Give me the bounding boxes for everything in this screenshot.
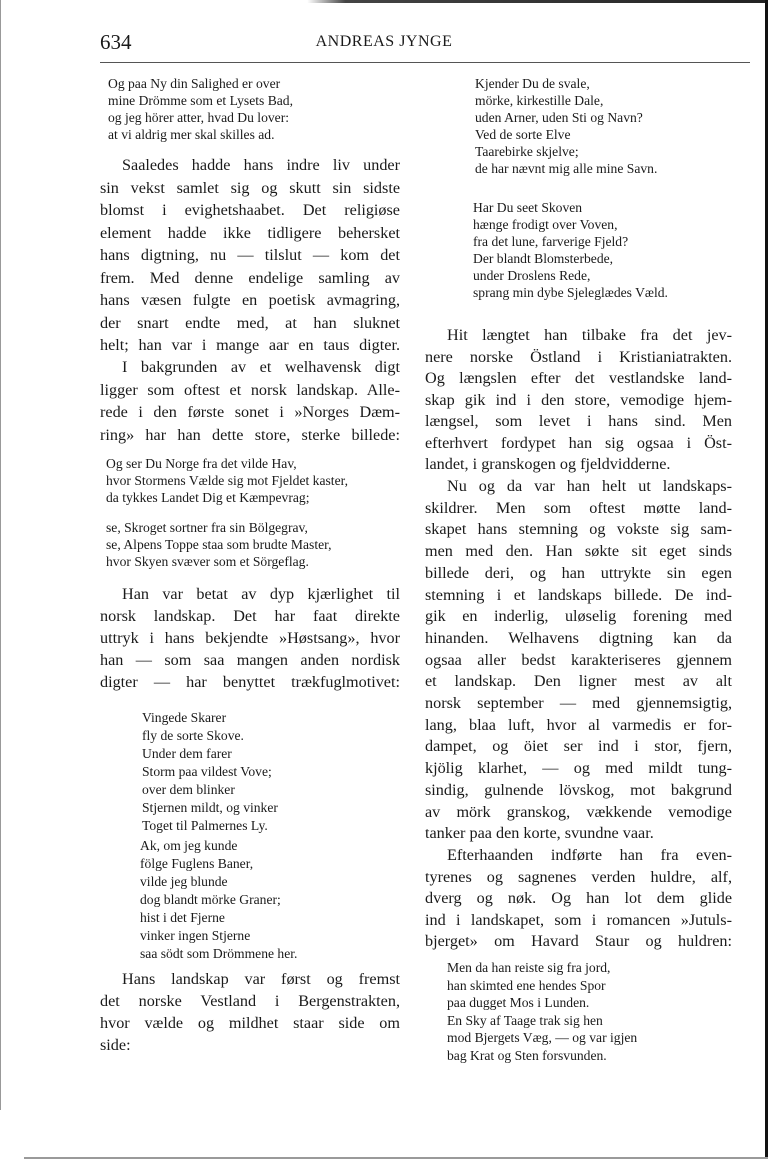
text-line: side: <box>100 1036 131 1054</box>
text-line: efterhvert fordypet han sig ogsaa i Öst- <box>425 433 732 452</box>
verse-line: over dem blinker <box>142 782 235 797</box>
text-line: Efterhaanden indførte han fra even- <box>447 846 732 864</box>
verse-line: Under dem farer <box>142 746 232 761</box>
text-line: sindig, gulnende lövskog, mot bakgrund <box>425 780 732 799</box>
text-line: lang, blaa luft, hvor al varmedis er for- <box>425 715 732 734</box>
text-line: hans digtning, nu — tilslut — kom det <box>100 246 400 264</box>
verse-line: Taarebirke skjelve; <box>475 144 579 159</box>
verse-line: Ved de sorte Elve <box>475 127 571 142</box>
text-line: dverg og nøk. Og han lot dem glide <box>425 889 732 907</box>
verse-line: saa södt som Drömmene her. <box>140 946 298 961</box>
verse-line: under Droslens Rede, <box>473 268 591 283</box>
verse-line: da tykkes Landet Dig et Kæmpevrag; <box>106 490 310 505</box>
text-line: uttryk i hans bekjendte »Høstsang», hvor <box>100 629 400 647</box>
verse-line: Men da han reiste sig fra jord, <box>447 960 611 975</box>
text-line: I bakgrunden av et welhavensk digt <box>122 358 400 376</box>
text-line: av mörk granskog, vækkende vemodige <box>425 802 732 821</box>
verse-line: mörke, kirkestille Dale, <box>475 93 604 108</box>
text-line: helt; han var i mange aar en taus digter. <box>100 336 400 354</box>
text-line: digter — har benyttet trækfuglmotivet: <box>100 673 400 691</box>
verse-line: Og ser Du Norge fra det vilde Hav, <box>106 456 297 471</box>
verse-line: Der blandt Blomsterbede, <box>473 251 614 266</box>
text-line: tyrenes og sagnenes verden huldre, alf, <box>425 867 732 886</box>
text-line: nere norske Östland i Kristianiatrakten. <box>425 347 732 366</box>
text-line: hvor vælde og mildhet staar side om <box>100 1014 400 1032</box>
verse-line: se, Alpens Toppe staa som brudte Master, <box>106 537 332 552</box>
verse-line: mod Bjergets Væg, — og var igjen <box>447 1030 638 1045</box>
text-line: hinanden. Welhavens digtning kan da <box>425 628 732 647</box>
text-line: frem. Med denne endelige samling av <box>100 268 400 287</box>
text-line: stemning i et landskaps billede. De ind- <box>425 585 732 604</box>
text-line: tanker paa den korte, svundne vaar. <box>425 824 654 843</box>
verse-line: paa dugget Mos i Lunden. <box>447 995 590 1010</box>
text-line: Saaledes hadde hans indre liv under <box>122 156 400 174</box>
verse-line: Har Du seet Skoven <box>473 200 583 215</box>
text-line: sin vekst samlet sig og skutt sin sidste <box>100 178 400 197</box>
text-line: blomst i evighetshaabet. Det religiøse <box>100 201 400 219</box>
verse-line: fra det lune, farverige Fjeld? <box>473 234 629 249</box>
text-line: bjerget» om Havard Staur og huldren: <box>425 932 732 950</box>
text-line: skildrer. Men som oftest møtte land- <box>425 498 732 517</box>
verse-line: vinker ingen Stjerne <box>140 928 251 943</box>
verse-line: Og paa Ny din Salighed er over <box>108 76 281 91</box>
verse-line: og jeg hörer atter, hvad Du lover: <box>108 110 290 125</box>
verse-line: at vi aldrig mer skal skilles ad. <box>108 127 275 142</box>
verse-line: fly de sorte Skove. <box>142 728 244 743</box>
verse-line: Storm paa vildest Vove; <box>142 764 272 779</box>
text-line: ring» har han dette store, sterke billede: <box>100 425 400 444</box>
text-line: et landskap. Den ligner mest av alt <box>425 672 732 691</box>
verse-line: de har nævnt mig alle mine Savn. <box>475 161 658 176</box>
text-line: skap gik ind i den store, vemodige hjem- <box>425 390 732 409</box>
text-line: men med den. Han søkte sit eget sinds <box>425 542 732 561</box>
text-line: ogsaa aller bedst karakteriseres gjennem <box>425 650 732 669</box>
text-line: element hadde ikke tidligere behersket <box>100 223 400 242</box>
verse-line: mine Drömme som et Lysets Bad, <box>108 93 294 108</box>
verse-line: bag Krat og Sten forsvunden. <box>447 1047 607 1063</box>
running-head-title: ANDREAS JYNGE <box>315 33 453 50</box>
verse-line: En Sky af Taage trak sig hen <box>447 1012 603 1028</box>
verse-line: hænge frodigt over Voven, <box>473 217 618 232</box>
header-rule <box>100 62 750 63</box>
verse-line: Toget til Palmernes Ly. <box>142 818 268 833</box>
text-line: ind i landskapet, som i romancen »Jutuls- <box>425 910 732 929</box>
text-line: dampet, og öiet ser ind i stor, fjern, <box>425 737 732 756</box>
verse-line: Stjernen mildt, og vinker <box>142 800 278 815</box>
text-line: Og længslen efter det vestlandske land- <box>425 369 732 387</box>
verse-line: Vingede Skarer <box>142 710 227 725</box>
verse-line: hvor Stormens Vælde sig mot Fjeldet kaster, <box>106 473 348 488</box>
scan-left-edge <box>0 0 1 1110</box>
text-line: ligger som oftest et norsk landskap. Alle- <box>100 380 400 399</box>
text-line: gik en inderlig, uløselig forening med <box>425 607 732 626</box>
text-line: der snart endte med, at han sluknet <box>100 313 400 332</box>
text-line: hans væsen fulgte en poetisk avmagring, <box>100 291 400 309</box>
verse-line: dog blandt mörke Graner; <box>140 892 281 907</box>
verse-line: Kjender Du de svale, <box>475 76 590 91</box>
verse-line: se, Skroget sortner fra sin Bölgegrav, <box>106 520 308 535</box>
scan-top-edge <box>0 0 768 3</box>
text-line: det norske Vestland i Bergenstrakten, <box>100 992 400 1010</box>
text-line: han — som saa mangen anden nordisk <box>100 651 400 669</box>
verse-line: hist i det Fjerne <box>140 910 225 925</box>
text-line: skapet hans stemning og vokste sig sam- <box>425 520 732 539</box>
verse-line: hvor Skyen svæver som et Sörgeflag. <box>106 554 309 569</box>
text-line: billede deri, og han uttrykte sin egen <box>425 563 732 582</box>
text-line: Han var betat av dyp kjærlighet til <box>122 585 400 603</box>
text-line: norsk landskap. Det har faat direkte <box>100 607 400 625</box>
verse-line: Ak, om jeg kunde <box>140 838 238 853</box>
text-line: norsk september — med gjennemsigtig, <box>425 694 732 712</box>
verse-line: uden Arner, uden Sti og Navn? <box>475 110 643 125</box>
verse-line: fölge Fuglens Baner, <box>140 856 254 871</box>
text-line: Hans landskap var først og fremst <box>122 970 400 988</box>
page-number: 634 <box>100 30 132 54</box>
verse-line: sprang min dybe Sjeleglædes Væld. <box>473 285 668 300</box>
text-line: Hit længtet han tilbake fra det jev- <box>447 326 732 344</box>
text-line: Nu og da var han helt ut landskaps- <box>447 477 732 495</box>
text-line: landet, i granskogen og fjeldvidderne. <box>425 455 671 473</box>
verse-line: vilde jeg blunde <box>140 874 228 889</box>
text-line: længsel, som levet i hans sind. Men <box>425 412 732 430</box>
verse-line: han skimted ene hendes Spor <box>447 977 606 993</box>
text-line: rede i den første sonet i »Norges Dæm- <box>100 403 400 421</box>
text-line: kjölig klarhet, — og med mildt tung- <box>425 759 732 778</box>
